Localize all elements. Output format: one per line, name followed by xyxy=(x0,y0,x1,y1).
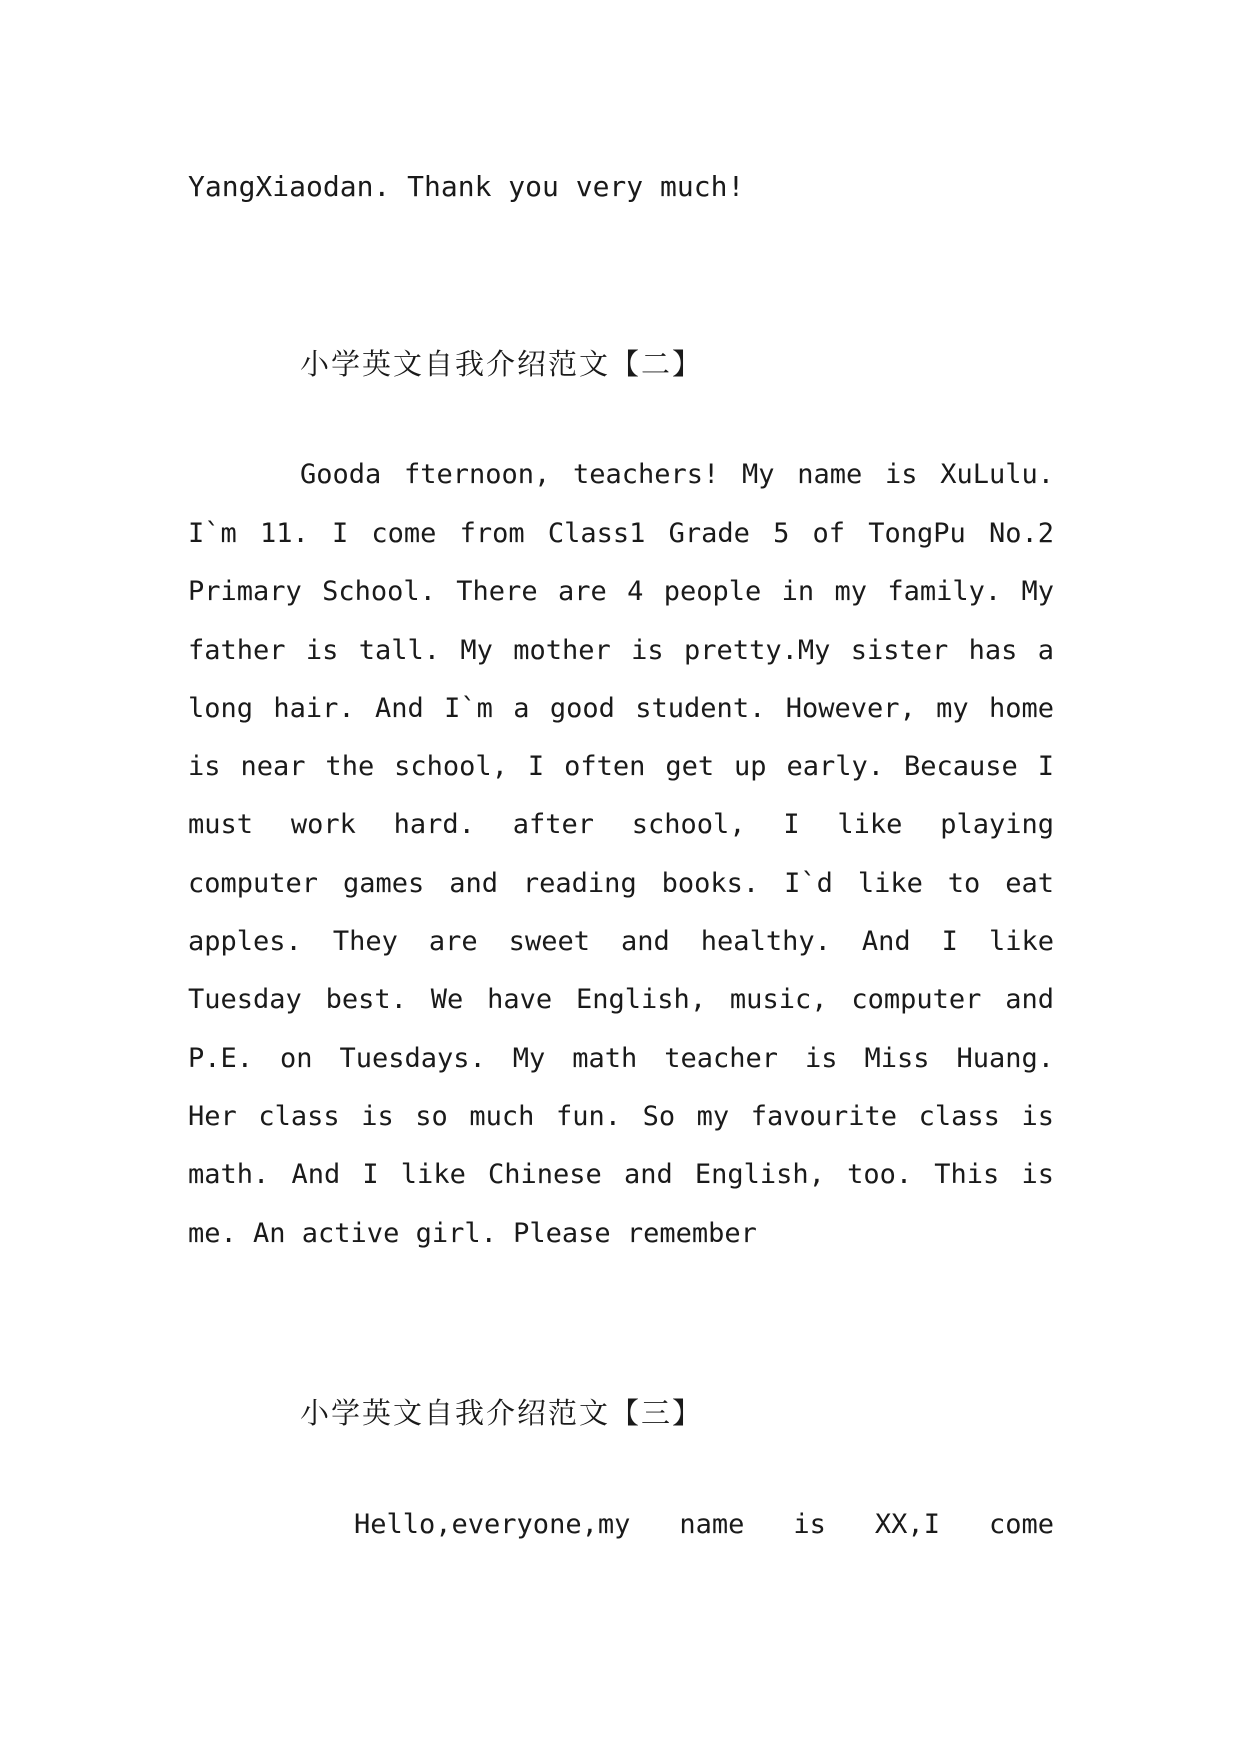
body-line: is near the school, I often get up early. Because I xyxy=(188,751,1054,782)
carryover-line: YangXiaodan. Thank you very much! xyxy=(188,170,745,203)
body-line: Gooda fternoon, teachers! My name is XuLulu. xyxy=(300,459,1054,490)
section-heading-3: 小学英文自我介绍范文【三】 xyxy=(300,1396,704,1430)
body-line: Tuesday best. We have English, music, computer and xyxy=(188,984,1054,1015)
body-line: Her class is so much fun. So my favourite class is xyxy=(188,1101,1054,1132)
body-line: math. And I like Chinese and English, too. This is xyxy=(188,1159,1054,1190)
body-line: apples. They are sweet and healthy. And I like xyxy=(188,926,1054,957)
body-line: father is tall. My mother is pretty.My sister has a xyxy=(188,635,1054,666)
section-3-first-line: Hello,everyone,my name is XX,I come xyxy=(354,1509,1054,1540)
body-line-last: me. An active girl. Please remember xyxy=(188,1218,757,1249)
body-line: computer games and reading books. I`d like to eat xyxy=(188,868,1054,899)
body-line: must work hard. after school, I like playing xyxy=(188,809,1054,840)
section-heading-2: 小学英文自我介绍范文【二】 xyxy=(300,347,704,381)
body-line: I`m 11. I come from Class1 Grade 5 of TongPu No.2 xyxy=(188,518,1054,549)
body-line: Primary School. There are 4 people in my family. My xyxy=(188,576,1054,607)
body-line: long hair. And I`m a good student. However, my home xyxy=(188,693,1054,724)
body-line: P.E. on Tuesdays. My math teacher is Miss Huang. xyxy=(188,1043,1054,1074)
